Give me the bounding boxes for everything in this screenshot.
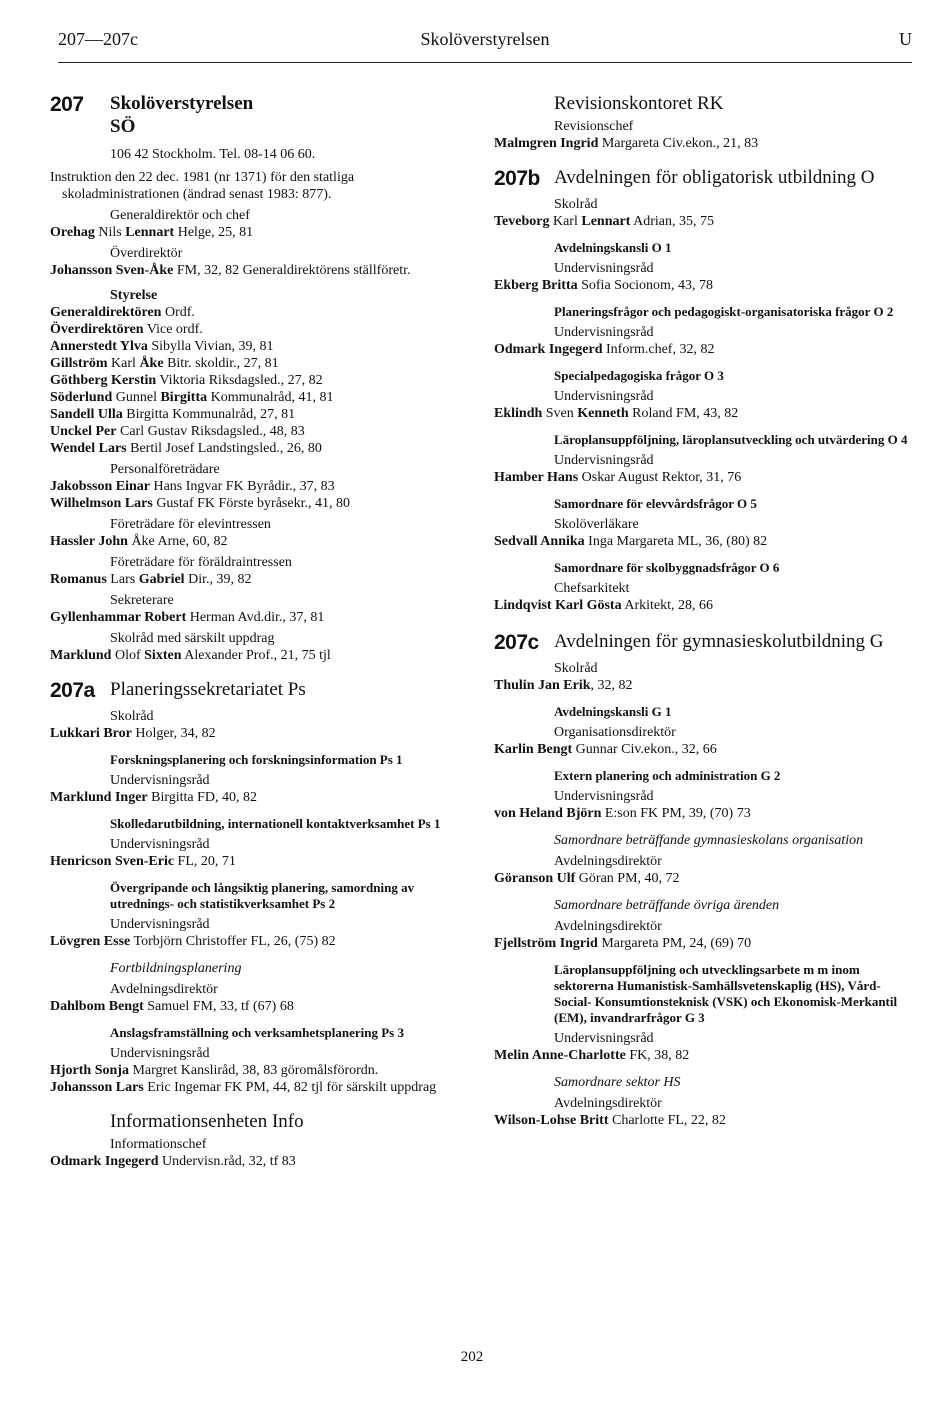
- unit-heading: Anslagsframställning och verksamhetsplanering Ps 3: [110, 1025, 404, 1040]
- person-entry: Wilson-Lohse Britt Charlotte FL, 22, 82: [494, 1113, 726, 1128]
- section-title: Avdelningen för obligatorisk utbildning O: [554, 167, 875, 188]
- person-entry: Wilhelmson Lars Gustaf FK Förste byråsekr., 41, 80: [50, 496, 350, 511]
- role-title: Undervisningsråd: [110, 773, 210, 788]
- person-entry: Marklund Olof Sixten Alexander Prof., 21, 75 tjl: [50, 648, 331, 663]
- person-entry: von Heland Björn E:son FK PM, 39, (70) 73: [494, 806, 751, 821]
- running-header: [58, 28, 912, 54]
- board-entry: Gillström Karl Åke Bitr. skoldir., 27, 81: [50, 356, 279, 371]
- person-entry: Teveborg Karl Lennart Adrian, 35, 75: [494, 214, 714, 229]
- person-entry: Gyllenhammar Robert Herman Avd.dir., 37, 81: [50, 610, 325, 625]
- person-entry: Eklindh Sven Kenneth Roland FM, 43, 82: [494, 406, 739, 421]
- person-entry: Lövgren Esse Torbjörn Christoffer FL, 26, (75) 82: [50, 934, 336, 949]
- role-title: Skolråd med särskilt uppdrag: [110, 631, 275, 646]
- role-title: Skolöverläkare: [554, 517, 639, 532]
- role-title: Avdelningsdirektör: [554, 1096, 662, 1111]
- section-207: [50, 92, 470, 163]
- person-entry: Fjellström Ingrid Margareta PM, 24, (69) 70: [494, 936, 752, 951]
- person-entry: Malmgren Ingrid Margareta Civ.ekon., 21, 83: [494, 136, 759, 151]
- person-entry: Karlin Bengt Gunnar Civ.ekon., 32, 66: [494, 742, 717, 757]
- board-entry: Söderlund Gunnel Birgitta Kommunalråd, 41, 81: [50, 390, 334, 405]
- section-abbr: SÖ: [110, 116, 136, 137]
- board-entry: Annerstedt Ylva Sibylla Vivian, 39, 81: [50, 339, 274, 354]
- section-207c: [494, 630, 918, 654]
- unit-heading: Avdelningskansli G 1: [554, 704, 672, 719]
- unit-heading: Läroplansuppföljning och utvecklingsarbete m m inom sektorerna Humanistisk-Samhällsvetenskaplig (HS), Vård- Social- Konsumtionsteknisk (VSK) och Ekonomisk-Merkantil (EM), invandrarfrågor G 3: [554, 962, 898, 1025]
- role-title: Undervisningsråd: [554, 453, 654, 468]
- unit-heading: Samordnare beträffande övriga ärenden: [554, 898, 780, 913]
- role-title: Sekreterare: [110, 593, 174, 608]
- page-number: 202: [460, 1349, 484, 1365]
- role-title: Skolråd: [554, 661, 598, 676]
- header-rule: [58, 62, 912, 63]
- person-entry: Lindqvist Karl Gösta Arkitekt, 28, 66: [494, 598, 713, 613]
- role-title: Undervisningsråd: [554, 261, 654, 276]
- role-title: Personalföreträdare: [110, 462, 220, 477]
- unit-title: Revisionskontoret RK: [554, 93, 724, 114]
- person-entry: Marklund Inger Birgitta FD, 40, 82: [50, 790, 258, 805]
- role-title: Undervisningsråd: [110, 1046, 210, 1061]
- header-center: Skolöverstyrelsen: [420, 29, 550, 49]
- section-title: Avdelningen för gymnasieskolutbildning G: [554, 631, 884, 652]
- instruktion: Instruktion den 22 dec. 1981 (nr 1371) för den statliga skoladministrationen (ändrad senast 1983: 877).: [50, 170, 355, 202]
- role-title: Undervisningsråd: [554, 325, 654, 340]
- person-entry: Hamber Hans Oskar August Rektor, 31, 76: [494, 470, 742, 485]
- unit-title: Informationsenheten Info: [110, 1111, 304, 1132]
- person-entry: Melin Anne-Charlotte FK, 38, 82: [494, 1048, 690, 1063]
- person-entry: Ekberg Britta Sofia Socionom, 43, 78: [494, 278, 713, 293]
- person-entry: Hjorth Sonja Margret Kansliråd, 38, 83 göromålsförordn.: [50, 1063, 379, 1078]
- role-title: Undervisningsråd: [554, 789, 654, 804]
- role-title: Informationschef: [110, 1137, 207, 1152]
- role-title: Generaldirektör och chef: [110, 208, 250, 223]
- person-entry: Odmark Ingegerd Undervisn.råd, 32, tf 83: [50, 1154, 296, 1169]
- unit-heading: Övergripande och långsiktig planering, samordning av utrednings- och statistikverksamhet Ps 2: [110, 880, 415, 911]
- role-title: Chefsarkitekt: [554, 581, 630, 596]
- unit-heading: Extern planering och administration G 2: [554, 768, 781, 783]
- unit-heading: Samordnare sektor HS: [554, 1075, 681, 1090]
- unit-heading: Forskningsplanering och forskningsinformation Ps 1: [110, 752, 403, 767]
- header-right: U: [899, 29, 912, 49]
- person-entry: Thulin Jan Erik, 32, 82: [494, 678, 633, 693]
- role-title: Skolråd: [554, 197, 598, 212]
- section-title: Planeringssekretariatet Ps: [110, 679, 306, 700]
- unit-heading: Avdelningskansli O 1: [554, 240, 672, 255]
- left-column: [50, 92, 470, 1170]
- unit-heading: Skolledarutbildning, internationell kontaktverksamhet Ps 1: [110, 816, 441, 831]
- section-number: 207: [50, 93, 84, 116]
- board-entry: Överdirektören Vice ordf.: [50, 322, 203, 337]
- person-entry: Johansson Sven-Åke FM, 32, 82 Generaldirektörens ställföretr.: [50, 263, 411, 278]
- person-entry: Göranson Ulf Göran PM, 40, 72: [494, 871, 680, 886]
- role-title: Skolråd: [110, 709, 154, 724]
- person-entry: Sedvall Annika Inga Margareta ML, 36, (80) 82: [494, 534, 768, 549]
- section-number: 207b: [494, 167, 540, 190]
- role-title: Undervisningsråd: [110, 917, 210, 932]
- unit-heading: Samordnare beträffande gymnasieskolans organisation: [554, 833, 864, 848]
- board-entry: Göthberg Kerstin Viktoria Riksdagsled., 27, 82: [50, 373, 323, 388]
- person-entry: Henricson Sven-Eric FL, 20, 71: [50, 854, 236, 869]
- role-title: Undervisningsråd: [554, 389, 654, 404]
- person-entry: Odmark Ingegerd Inform.chef, 32, 82: [494, 342, 715, 357]
- role-title: Organisationsdirektör: [554, 725, 676, 740]
- unit-heading: Fortbildningsplanering: [110, 961, 242, 976]
- address: 106 42 Stockholm. Tel. 08-14 06 60.: [110, 147, 316, 162]
- role-title: Undervisningsråd: [554, 1031, 654, 1046]
- role-title: Företrädare för elevintressen: [110, 517, 271, 532]
- role-title: Revisionschef: [554, 119, 634, 134]
- board-entry: Generaldirektören Ordf.: [50, 305, 195, 320]
- section-title: Skolöverstyrelsen: [110, 93, 254, 114]
- styrelse-heading: Styrelse: [110, 288, 158, 303]
- unit-heading: Samordnare för elevvårdsfrågor O 5: [554, 496, 757, 511]
- unit-heading: Planeringsfrågor och pedagogiskt-organisatoriska frågor O 2: [554, 304, 894, 319]
- right-column: [494, 92, 918, 1129]
- person-entry: Lukkari Bror Holger, 34, 82: [50, 726, 216, 741]
- person-entry: Orehag Nils Lennart Helge, 25, 81: [50, 225, 254, 240]
- section-number: 207c: [494, 631, 539, 654]
- role-title: Företrädare för föräldraintressen: [110, 555, 292, 570]
- role-title: Avdelningsdirektör: [554, 919, 662, 934]
- board-entry: Unckel Per Carl Gustav Riksdagsled., 48, 83: [50, 424, 305, 439]
- person-entry: Hassler John Åke Arne, 60, 82: [50, 534, 228, 549]
- person-entry: Johansson Lars Eric Ingemar FK PM, 44, 82 tjl för särskilt uppdrag: [50, 1080, 437, 1095]
- person-entry: Dahlbom Bengt Samuel FM, 33, tf (67) 68: [50, 999, 294, 1014]
- board-entry: Wendel Lars Bertil Josef Landstingsled., 26, 80: [50, 441, 322, 456]
- section-number: 207a: [50, 679, 95, 702]
- person-entry: Romanus Lars Gabriel Dir., 39, 82: [50, 572, 252, 587]
- role-title: Avdelningsdirektör: [110, 982, 218, 997]
- person-entry: Jakobsson Einar Hans Ingvar FK Byrådir., 37, 83: [50, 479, 335, 494]
- unit-heading: Samordnare för skolbyggnadsfrågor O 6: [554, 560, 780, 575]
- unit-heading: Specialpedagogiska frågor O 3: [554, 368, 724, 383]
- role-title: Avdelningsdirektör: [554, 854, 662, 869]
- section-207b: [494, 166, 918, 190]
- board-entry: Sandell Ulla Birgitta Kommunalråd, 27, 81: [50, 407, 296, 422]
- unit-heading: Läroplansuppföljning, läroplansutveckling och utvärdering O 4: [554, 432, 908, 447]
- section-207a: [50, 678, 470, 702]
- header-left: 207—207c: [58, 29, 138, 49]
- role-title: Överdirektör: [110, 246, 183, 261]
- role-title: Undervisningsråd: [110, 837, 210, 852]
